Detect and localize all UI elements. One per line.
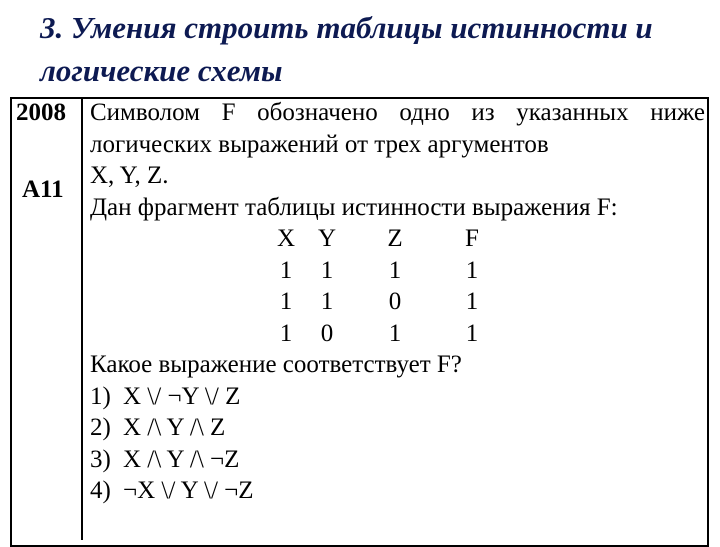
task-code: А11	[22, 176, 64, 203]
truth-table-header	[90, 223, 705, 255]
truth-cell: 1	[279, 288, 293, 315]
option-number: 4)	[90, 477, 111, 504]
option-number: 1)	[90, 382, 111, 410]
statement-line-2: логических выражений от трех аргументов	[90, 130, 549, 158]
statement-line-4: Дан фрагмент таблицы истинности выражения F:	[90, 193, 618, 221]
option-expression: X \/ ¬Y \/ Z	[123, 382, 241, 410]
title-line-1: 3. Умения строить таблицы истинности и	[40, 10, 653, 45]
answer-option-4	[90, 475, 705, 507]
slide-title	[40, 6, 700, 92]
truth-cell: 1	[465, 319, 479, 347]
answer-option-2	[90, 412, 705, 444]
statement-line-1: Символом F обозначено одно из указанных ниже	[90, 99, 705, 126]
question-block	[90, 349, 705, 507]
option-expression: X /\ Y /\ ¬Z	[123, 445, 240, 473]
truth-cell: 1	[465, 256, 479, 284]
truth-cell: 1	[388, 256, 402, 284]
truth-cell: 1	[320, 256, 334, 284]
option-expression: ¬X \/ Y \/ ¬Z	[123, 477, 254, 504]
header-y: Y	[317, 225, 337, 252]
truth-cell: 0	[320, 319, 334, 347]
column-divider	[81, 99, 83, 540]
truth-cell: 1	[279, 256, 293, 284]
truth-table	[90, 223, 705, 349]
option-expression: X /\ Y /\ Z	[123, 414, 226, 441]
answer-option-3	[90, 444, 705, 476]
truth-cell: 1	[320, 288, 334, 315]
answer-option-1	[90, 381, 705, 413]
option-number: 2)	[90, 414, 111, 441]
option-number: 3)	[90, 445, 111, 473]
truth-table-row	[90, 255, 705, 287]
task-year: 2008	[16, 99, 66, 126]
header-f: F	[465, 225, 479, 252]
statement-line-3: X, Y, Z.	[90, 162, 169, 189]
header-z: Z	[387, 225, 403, 252]
truth-cell: 1	[388, 319, 402, 347]
task-statement	[90, 97, 705, 223]
truth-cell: 1	[465, 288, 479, 315]
truth-cell: 0	[388, 288, 402, 315]
title-line-2: логические схемы	[40, 53, 283, 88]
question-text: Какое выражение соответствует F?	[90, 351, 462, 378]
truth-table-row	[90, 318, 705, 350]
header-x: X	[276, 225, 296, 252]
truth-table-row	[90, 286, 705, 318]
truth-cell: 1	[279, 319, 293, 347]
